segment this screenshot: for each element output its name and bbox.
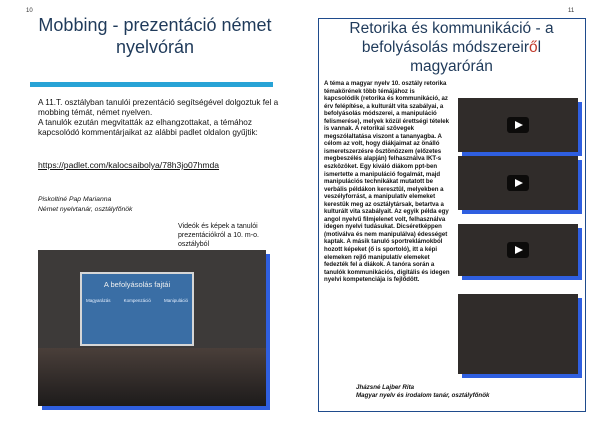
video-thumbnail[interactable] <box>458 224 578 276</box>
page-number: 11 <box>568 8 575 14</box>
title-start: Retorika és kommunikáció - a befolyásolás módszereir <box>349 20 554 56</box>
article-body <box>324 80 450 284</box>
play-icon[interactable] <box>507 117 529 133</box>
page-title: Mobbing - prezentáció német nyelvórán <box>38 15 272 57</box>
projector-screen <box>80 272 194 346</box>
intro-paragraph-2: A tanulók ezután megvitatták az elhangzottakat, a témához kapcsolódó kommentárjaikat az alábbi padlet oldalon gyűjtik: <box>38 118 258 137</box>
students-silhouettes <box>38 348 266 406</box>
slide-column: Manipuláció <box>163 298 188 303</box>
author-signature <box>356 384 489 400</box>
intro-text <box>38 98 280 138</box>
article-title <box>324 19 579 76</box>
slide-column: Magyarázás <box>86 298 111 303</box>
title-accent: ő <box>529 39 538 56</box>
title-end: l magyarórán <box>410 39 542 75</box>
author-role: Német nyelvtanár, osztályfőnök <box>38 206 133 213</box>
right-page <box>300 0 600 424</box>
video-thumbnail[interactable] <box>458 98 578 152</box>
author-signature <box>38 195 132 215</box>
author-role: Magyar nyelv és irodalom tanár, osztályfőnök <box>356 392 490 399</box>
title-divider <box>30 82 273 87</box>
slide-columns <box>86 298 188 303</box>
page-number: 10 <box>26 8 33 14</box>
author-name: Jházsné Lajber Rita <box>356 384 415 391</box>
intro-paragraph-1: A 11.T. osztályban tanulói prezentáció segítségével dolgoztuk fel a mobbing témát, német nyelven. <box>38 98 279 117</box>
slide-title: A befolyásolás fajtái <box>103 280 171 289</box>
padlet-link[interactable]: https://padlet.com/kalocsaibolya/78h3jo07hmda <box>38 160 220 170</box>
video-thumbnail[interactable] <box>458 156 578 210</box>
photo-caption: Videók és képek a tanulói prezentációkról a 10. m-o. osztályból <box>178 223 259 248</box>
play-icon[interactable] <box>507 242 529 258</box>
classroom-photo <box>38 250 266 406</box>
article-paragraph: A téma a magyar nyelv 10. osztály retorika témakörének több témájához is kapcsolódik (retorika és kommunikáció, az érv felépítése, a kulturált vita szabályai, a befolyásolás módszerei, a manipuláció felismerése), melyek közül érettségi tételek is vannak. A retorikai szövegek megszólaltatása viszont a tananyagba. A célom az volt, hogy diákjaimat az önálló ismeretszerzésre ösztönözzem (előzetes megbeszélés alapján) felhasználva IKT-s eszközöket. Egy kiváló diákom ppt-ben ismertette a manipuláció fogalmát, majd manipulációs technikákat mutatott be verbális példákon keresztül, melyekben a veszélyforrást, a manipulatív elemeket kerestük meg az osztálytársak, betartva a kulturált vita szabályait. Az egyik példa egy angol nyelvű filmjelenet volt, felhasználva idegen nyelvi tudásukat. Dicséretképpen (motiválva és nem manipulálva) édességet kaptak. A másik tanuló sportreklámokból hozott képeket (ő is sportoló), itt a képi elemeken rejlő manipulatív elemeket fedezték fel a diákok. A tanóra során a tanulók kommunikációs, digitális és idegen nyelvi kompetenciája is fejlődött. <box>324 80 450 284</box>
author-name: Piskoltiné Pap Marianna <box>38 196 112 203</box>
slide-column: Kompenzáció <box>123 298 151 303</box>
play-icon[interactable] <box>507 175 529 191</box>
classroom-photo <box>458 294 578 374</box>
